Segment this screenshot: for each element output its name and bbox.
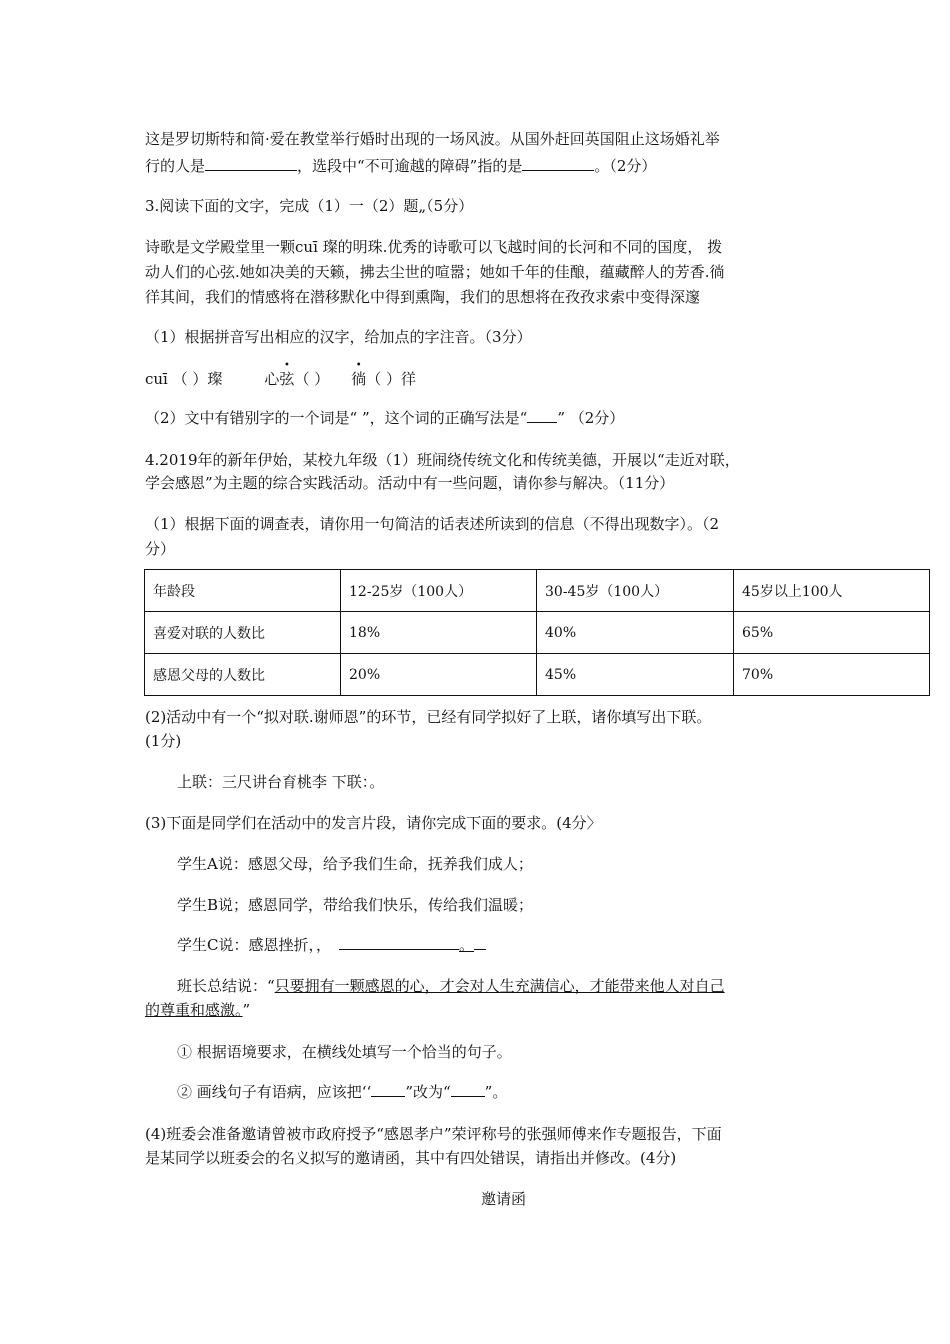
table-cell: 喜爱对联的人数比	[145, 612, 341, 654]
pinyin-item-c: 徜（ ）徉	[351, 370, 417, 388]
q4-sub4-line2: 是某同学以班委会的名义拟写的邀请函，其中有四处错误，请指出并修改。(4分)	[145, 1149, 677, 1167]
student-a-line: 学生A说：感恩父母，给予我们生命，抚养我们成人；	[177, 855, 533, 873]
couplet-line: 上联：三尺讲台育桃李 下联：。	[177, 773, 385, 791]
answer-blank-1[interactable]	[205, 156, 297, 171]
table-cell: 30-45岁（100人）	[537, 570, 734, 612]
invitation-letter-title: 邀请函	[480, 1190, 526, 1208]
pinyin-item-b: 心弦（ ）	[264, 370, 330, 388]
table-row	[145, 654, 930, 696]
table-cell: 65%	[734, 612, 930, 654]
answer-blank-4[interactable]	[339, 935, 459, 950]
q4-sub3: (3)下面是同学们在活动中的发言片段，请你完成下面的要求。(4分〉	[145, 814, 602, 832]
p1-line2	[145, 156, 656, 176]
requirement-1: ① 根据语境要求，在横线处填写一个恰当的句子。	[177, 1043, 512, 1061]
q3-sub1: （1）根据拼音写出相应的汉字，给加点的字注音。（3分）	[145, 328, 532, 346]
survey-table	[144, 569, 930, 696]
answer-blank-5[interactable]	[371, 1082, 405, 1097]
table-cell: 感恩父母的人数比	[145, 654, 341, 696]
requirement-2: ② 画线句子有语病，应该把‘‘ ”改为“ ”。	[177, 1083, 508, 1101]
q4-sub4-line1: (4)班委会准备邀请曾被市政府授予“感恩孝户”荣评称号的张强师傅来作专题报告，下面	[145, 1125, 722, 1143]
q3-title: 3.阅读下面的文字，完成（1）一（2）题„（5分）	[145, 197, 474, 215]
q3-passage-line1: 诗歌是文学殿堂里一颗cuī 璨的明珠.优秀的诗歌可以飞越时间的长河和不同的国度， 拨	[145, 238, 723, 256]
student-b-line: 学生B说；感恩同学，带给我们快乐，传给我们温暖；	[177, 896, 534, 914]
table-cell: 12-25岁（100人）	[341, 570, 537, 612]
q3-passage-line3: 徉其间，我们的情感将在潜移默化中得到熏陶，我们的思想将在孜孜求索中变得深邃	[145, 288, 701, 306]
q4-title-line1: 4.2019年的新年伊始，某校九年级（1）班闹绕传统文化和传统美德，开展以“走近对联，	[145, 451, 740, 469]
q3-pinyin-line	[145, 369, 416, 389]
table-row	[145, 612, 930, 654]
table-cell: 45%	[537, 654, 734, 696]
q4-sub1-line2: 分）	[145, 540, 176, 558]
monitor-summary-line2: 的尊重和感激。”	[145, 1001, 251, 1019]
underlined-sentence-end: 的尊重和感激。	[145, 1001, 243, 1019]
answer-blank-6[interactable]	[451, 1082, 485, 1097]
answer-blank-3[interactable]	[527, 408, 557, 423]
table-cell: 18%	[341, 612, 537, 654]
q4-sub2-line1: (2)活动中有一个“拟对联.谢师恩”的环节，已经有同学拟好了上联，诸你填写出下联。	[145, 708, 712, 726]
table-cell: 45岁以上100人	[734, 570, 930, 612]
q3-passage-line2: 动人们的心弦.她如决美的天籁，拂去尘世的喧嚣；她如千年的佳酿，蕴藏醉人的芳香.徜	[145, 263, 725, 281]
underlined-sentence: 只要拥有一颗感恩的心，才会对人生充满信心，才能带来他人对自己	[274, 977, 725, 995]
q4-sub1-line1: （1）根据下面的调查表，请你用一句简洁的话表述所读到的信息（不得出现数字）。（2	[145, 515, 720, 533]
p1-line1: 这是罗切斯特和简·爱在教堂举行婚时出现的一场风波。从国外赶回英国阻止这场婚礼举	[145, 130, 720, 148]
student-c-line: 学生C说：感恩挫折，， 。	[177, 935, 486, 955]
q4-title-line2: 学会感恩”为主题的综合实践活动。活动中有一些问题，请你参与解决。（11分）	[145, 474, 675, 492]
dotted-char-xian: 弦	[279, 370, 295, 388]
answer-blank-2[interactable]	[522, 156, 594, 171]
q3-sub2: （2）文中有错别字的一个词是“ ”，这个词的正确写法是“ ” （2分）	[145, 409, 625, 427]
p1-line2-a: 行的人是	[145, 157, 206, 175]
p1-line2-c: 。（2分）	[594, 157, 657, 175]
table-cell: 70%	[734, 654, 930, 696]
p1-line2-b: ，选段中“不可逾越的障碍”指的是	[297, 157, 523, 175]
table-cell: 年龄段	[145, 570, 341, 612]
table-header-row	[145, 570, 930, 612]
dotted-char-chang: 徜	[351, 370, 367, 388]
q4-sub2-line2: (1分)	[145, 732, 182, 750]
table-cell: 40%	[537, 612, 734, 654]
pinyin-item-a: cuī （ ）璨	[145, 370, 223, 388]
monitor-summary-line1: 班长总结说：“只要拥有一颗感恩的心，才会对人生充满信心，才能带来他人对自己	[177, 977, 725, 995]
table-cell: 20%	[341, 654, 537, 696]
